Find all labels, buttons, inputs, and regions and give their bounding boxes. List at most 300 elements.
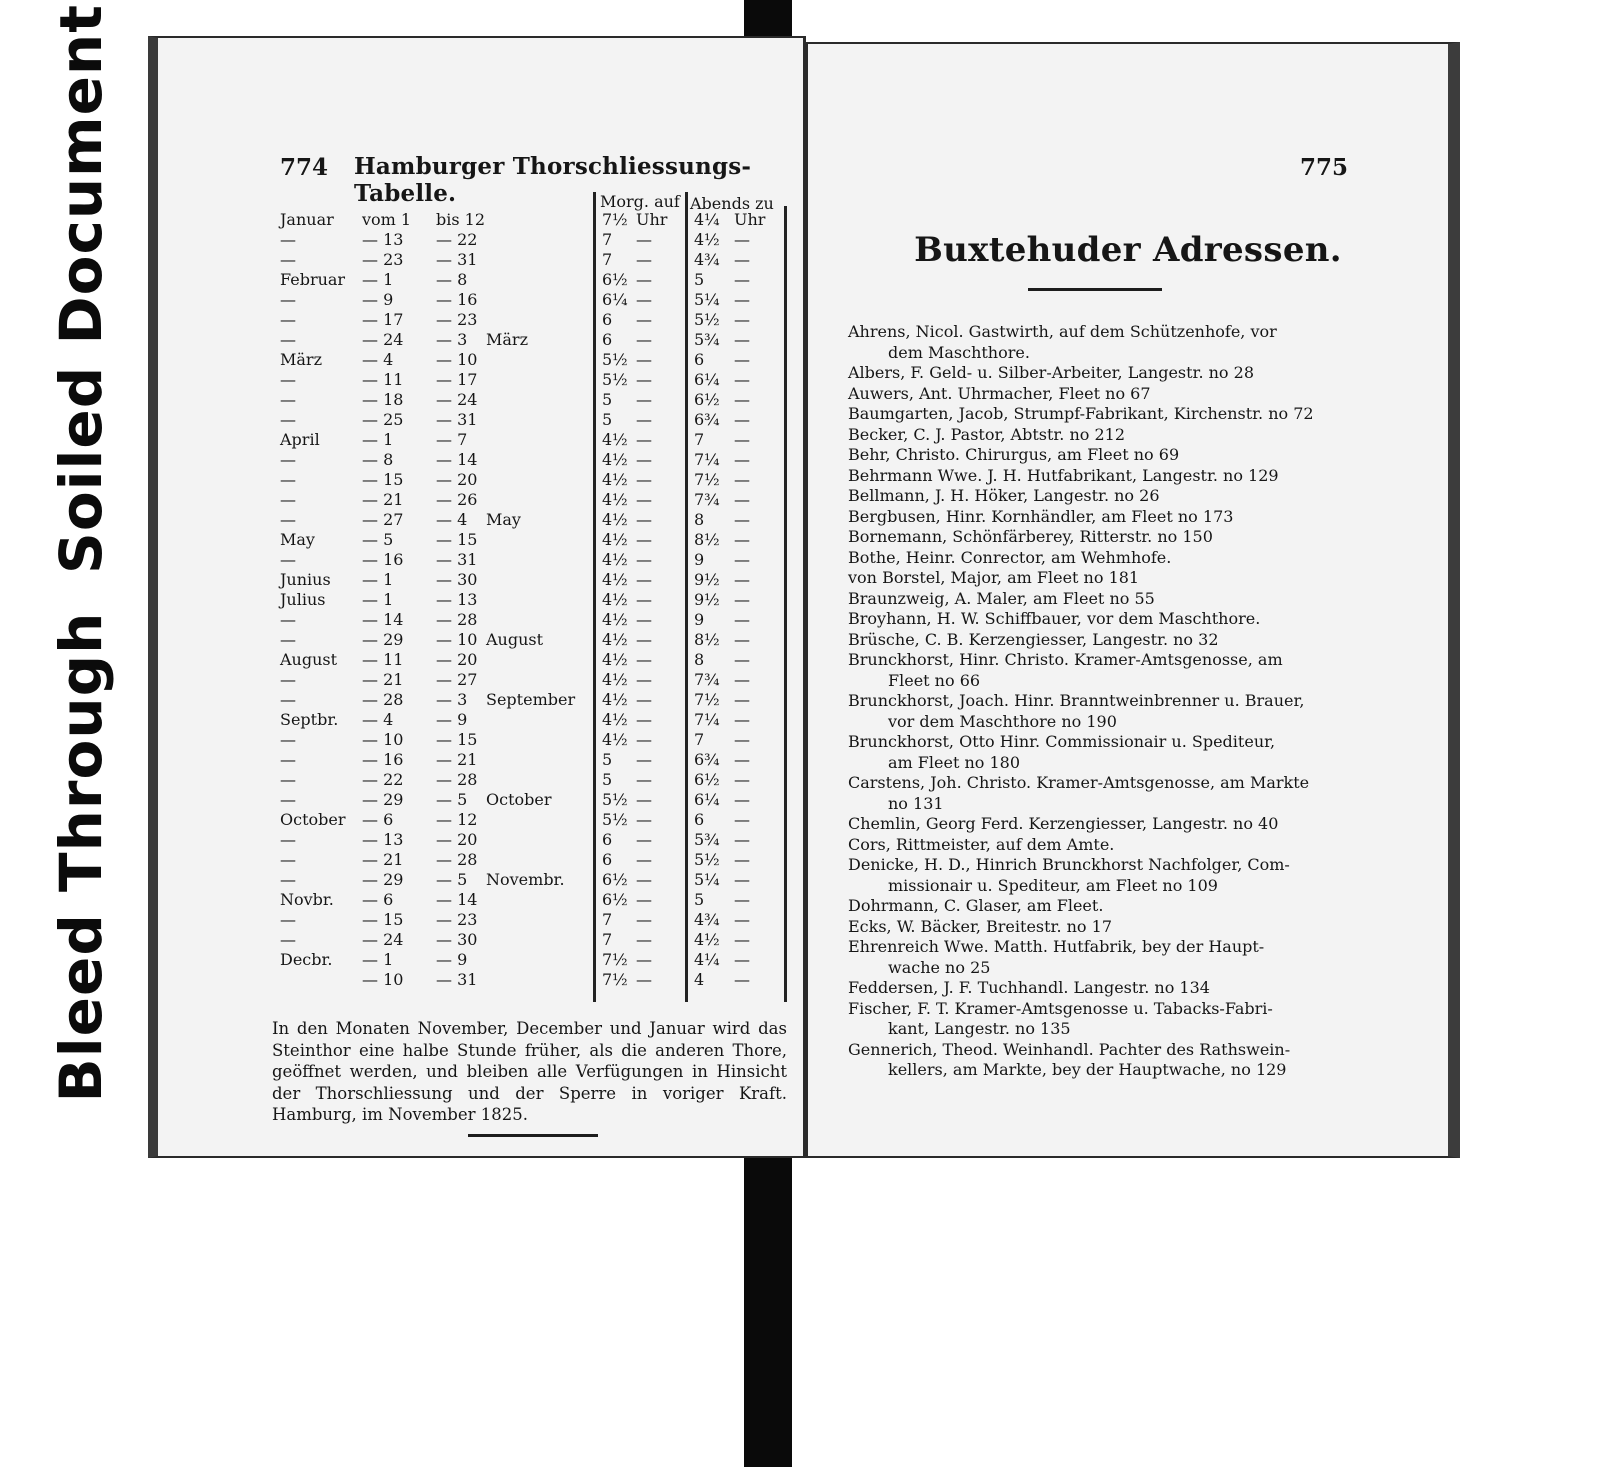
row-from: — 8 — [362, 450, 394, 469]
row-to: — 23 — [436, 910, 478, 929]
row-morning-hour: 5 — [602, 410, 613, 429]
address-entry — [848, 630, 1358, 651]
row-morning-uhr: — — [636, 430, 652, 449]
row-morning-hour: 7½ — [602, 970, 628, 989]
row-from: — 15 — [362, 910, 404, 929]
row-evening-hour: 9 — [694, 610, 705, 629]
row-morning-hour: 4½ — [602, 550, 628, 569]
row-to: — 31 — [436, 250, 478, 269]
row-evening-hour: 8 — [694, 510, 705, 529]
row-to: — 28 — [436, 770, 478, 789]
row-evening-uhr: — — [734, 810, 750, 829]
row-morning-uhr: — — [636, 830, 652, 849]
row-morning-uhr: — — [636, 790, 652, 809]
row-evening-uhr: — — [734, 470, 750, 489]
address-line: Brunckhorst, Joach. Hinr. Branntweinbrenner u. Brauer, — [848, 691, 1305, 710]
row-month: April — [280, 430, 320, 449]
row-from: — 11 — [362, 370, 404, 389]
row-to: — 31 — [436, 550, 478, 569]
row-evening-uhr: — — [734, 290, 750, 309]
row-to: — 26 — [436, 490, 478, 509]
column-rule-mid — [685, 192, 688, 1002]
row-morning-hour: 4½ — [602, 590, 628, 609]
address-continuation: kellers, am Markte, bey der Hauptwache, no 129 — [888, 1060, 1287, 1079]
column-rule-left — [593, 192, 596, 1002]
row-evening-uhr: — — [734, 390, 750, 409]
row-morning-uhr: — — [636, 730, 652, 749]
row-evening-uhr: — — [734, 490, 750, 509]
row-to: — 24 — [436, 390, 478, 409]
row-morning-hour: 5½ — [602, 350, 628, 369]
address-entry — [848, 527, 1358, 548]
row-evening-hour: 5 — [694, 890, 705, 909]
note-underline — [468, 1134, 598, 1137]
row-from: — 4 — [362, 710, 394, 729]
address-line: Baumgarten, Jacob, Strumpf-Fabrikant, Kirchenstr. no 72 — [848, 404, 1314, 423]
row-from: — 1 — [362, 570, 394, 589]
row-morning-uhr: — — [636, 250, 652, 269]
row-evening-hour: 7¾ — [694, 490, 720, 509]
address-line: Denicke, H. D., Hinrich Brunckhorst Nachfolger, Com- — [848, 855, 1290, 874]
row-evening-hour: 5 — [694, 270, 705, 289]
row-month: — — [280, 870, 296, 889]
row-to-month: März — [486, 330, 528, 349]
address-line: Feddersen, J. F. Tuchhandl. Langestr. no 134 — [848, 978, 1210, 997]
row-evening-uhr: — — [734, 930, 750, 949]
right-page-number: 775 — [1300, 154, 1349, 181]
row-morning-uhr: — — [636, 710, 652, 729]
row-to: — 15 — [436, 730, 478, 749]
row-to-month: October — [486, 790, 552, 809]
row-evening-uhr: — — [734, 970, 750, 989]
row-evening-hour: 7¾ — [694, 670, 720, 689]
row-evening-uhr: — — [734, 750, 750, 769]
row-evening-uhr: — — [734, 330, 750, 349]
row-morning-hour: 7 — [602, 230, 613, 249]
row-month: May — [280, 530, 315, 549]
row-evening-uhr: — — [734, 630, 750, 649]
row-month: — — [280, 490, 296, 509]
row-morning-hour: 6½ — [602, 890, 628, 909]
row-from: — 10 — [362, 730, 404, 749]
row-evening-uhr: — — [734, 510, 750, 529]
address-line: Bellmann, J. H. Höker, Langestr. no 26 — [848, 486, 1160, 505]
row-evening-hour: 4¼ — [694, 210, 720, 229]
address-entry — [848, 322, 1358, 363]
row-from: — 24 — [362, 930, 404, 949]
row-morning-hour: 4½ — [602, 650, 628, 669]
row-to: — 15 — [436, 530, 478, 549]
address-continuation: vor dem Maschthore no 190 — [888, 711, 1117, 731]
address-line: Ahrens, Nicol. Gastwirth, auf dem Schützenhofe, vor — [848, 322, 1277, 341]
address-continuation: wache no 25 — [888, 957, 991, 977]
address-entry — [848, 445, 1358, 466]
address-continuation: Fleet no 66 — [888, 670, 981, 690]
row-month: — — [280, 690, 296, 709]
row-morning-uhr: — — [636, 470, 652, 489]
row-to: — 20 — [436, 830, 478, 849]
row-morning-hour: 4½ — [602, 570, 628, 589]
row-evening-hour: 4¾ — [694, 250, 720, 269]
row-from: — 29 — [362, 790, 404, 809]
row-from: — 13 — [362, 230, 404, 249]
column-rule-right — [784, 206, 787, 1002]
row-morning-uhr: — — [636, 970, 652, 989]
row-morning-uhr: — — [636, 670, 652, 689]
row-from: — 21 — [362, 850, 404, 869]
row-from: — 5 — [362, 530, 394, 549]
row-morning-uhr: — — [636, 950, 652, 969]
row-evening-hour: 6½ — [694, 390, 720, 409]
row-evening-uhr: — — [734, 550, 750, 569]
address-continuation: am Fleet no 180 — [888, 752, 1021, 772]
address-entry — [848, 1040, 1358, 1081]
row-from: — 11 — [362, 650, 404, 669]
row-morning-hour: 6¼ — [602, 290, 628, 309]
row-from: — 28 — [362, 690, 404, 709]
row-morning-uhr: — — [636, 550, 652, 569]
address-line: von Borstel, Major, am Fleet no 181 — [848, 568, 1140, 587]
row-to: — 7 — [436, 430, 468, 449]
row-evening-uhr: — — [734, 790, 750, 809]
row-from: — 4 — [362, 350, 394, 369]
row-to: — 3 — [436, 690, 468, 709]
row-evening-uhr: — — [734, 950, 750, 969]
row-evening-uhr: — — [734, 570, 750, 589]
row-evening-uhr: — — [734, 410, 750, 429]
address-line: Bornemann, Schönfärberey, Ritterstr. no 150 — [848, 527, 1213, 546]
row-to: — 9 — [436, 710, 468, 729]
address-entry — [848, 835, 1358, 856]
row-to: — 21 — [436, 750, 478, 769]
address-line: Bergbusen, Hinr. Kornhändler, am Fleet no 173 — [848, 506, 1234, 526]
row-morning-hour: 4½ — [602, 670, 628, 689]
address-line: Gennerich, Theod. Weinhandl. Pachter des Rathswein- — [848, 1039, 1291, 1059]
row-morning-hour: 5 — [602, 770, 613, 789]
row-evening-hour: 5¼ — [694, 870, 720, 889]
row-month: — — [280, 450, 296, 469]
row-morning-uhr: Uhr — [636, 210, 668, 229]
row-morning-uhr: — — [636, 630, 652, 649]
row-morning-uhr: — — [636, 290, 652, 309]
address-line: Carstens, Joh. Christo. Kramer-Amtsgenosse, am Markte — [848, 773, 1310, 792]
row-evening-hour: 6 — [694, 810, 705, 829]
right-page-title: Buxtehuder Adressen. — [914, 230, 1342, 270]
row-from: — 10 — [362, 970, 404, 989]
row-evening-uhr: — — [734, 910, 750, 929]
row-to: — 8 — [436, 270, 468, 289]
row-from: — 17 — [362, 310, 404, 329]
row-month: — — [280, 290, 296, 309]
row-morning-uhr: — — [636, 690, 652, 709]
row-evening-uhr: Uhr — [734, 210, 766, 229]
address-line: Bothe, Heinr. Conrector, am Wehmhofe. — [848, 547, 1172, 567]
address-line: Brüsche, C. B. Kerzengiesser, Langestr. no 32 — [848, 629, 1219, 649]
row-evening-uhr: — — [734, 770, 750, 789]
row-evening-uhr: — — [734, 730, 750, 749]
row-morning-hour: 4½ — [602, 430, 628, 449]
row-to: — 28 — [436, 610, 478, 629]
address-entry — [848, 466, 1358, 487]
address-entry — [848, 425, 1358, 446]
row-morning-hour: 7½ — [602, 210, 628, 229]
address-line: Cors, Rittmeister, auf dem Amte. — [848, 834, 1115, 854]
row-month: August — [280, 650, 338, 669]
left-page — [148, 36, 806, 1158]
row-to: — 10 — [436, 350, 478, 369]
row-from: — 16 — [362, 550, 404, 569]
row-morning-hour: 6 — [602, 850, 613, 869]
row-to: — 16 — [436, 290, 478, 309]
row-evening-hour: 7¼ — [694, 450, 720, 469]
address-entry — [848, 589, 1358, 610]
address-entry — [848, 978, 1358, 999]
row-from: — 14 — [362, 610, 404, 629]
row-evening-uhr: — — [734, 890, 750, 909]
row-to: — 13 — [436, 590, 478, 609]
row-morning-uhr: — — [636, 810, 652, 829]
address-line: Auwers, Ant. Uhrmacher, Fleet no 67 — [848, 383, 1151, 403]
row-evening-hour: 5¾ — [694, 830, 720, 849]
row-to: — 4 — [436, 510, 468, 529]
row-to: — 30 — [436, 570, 478, 589]
row-morning-hour: 4½ — [602, 470, 628, 489]
bleed-through-label: Bleed Through — [20, 612, 142, 1102]
row-evening-hour: 5½ — [694, 850, 720, 869]
row-evening-uhr: — — [734, 350, 750, 369]
row-evening-uhr: — — [734, 850, 750, 869]
address-continuation: dem Maschthore. — [888, 342, 1030, 362]
row-from: — 6 — [362, 890, 394, 909]
row-evening-hour: 7½ — [694, 690, 720, 709]
row-month: — — [280, 390, 296, 409]
row-morning-hour: 6½ — [602, 870, 628, 889]
row-evening-hour: 5¾ — [694, 330, 720, 349]
address-entry — [848, 568, 1358, 589]
row-morning-uhr: — — [636, 770, 652, 789]
row-month: — — [280, 850, 296, 869]
address-line: Albers, F. Geld- u. Silber-Arbeiter, Langestr. no 28 — [848, 363, 1254, 382]
row-month: — — [280, 470, 296, 489]
address-line: Becker, C. J. Pastor, Abtstr. no 212 — [848, 424, 1126, 444]
row-month: — — [280, 370, 296, 389]
row-evening-hour: 4¼ — [694, 950, 720, 969]
row-evening-hour: 9½ — [694, 570, 720, 589]
row-evening-hour: 8½ — [694, 630, 720, 649]
address-line: Behr, Christo. Chirurgus, am Fleet no 69 — [848, 445, 1180, 464]
row-from: vom 1 — [362, 210, 412, 229]
row-from: — 27 — [362, 510, 404, 529]
row-evening-hour: 6¼ — [694, 370, 720, 389]
row-evening-uhr: — — [734, 530, 750, 549]
row-morning-hour: 5½ — [602, 810, 628, 829]
row-evening-hour: 9½ — [694, 590, 720, 609]
address-line: Behrmann Wwe. J. H. Hutfabrikant, Langestr. no 129 — [848, 465, 1279, 485]
row-morning-hour: 6½ — [602, 270, 628, 289]
row-evening-uhr: — — [734, 590, 750, 609]
row-evening-uhr: — — [734, 310, 750, 329]
row-month: — — [280, 910, 296, 929]
row-morning-hour: 4½ — [602, 690, 628, 709]
row-to: — 20 — [436, 650, 478, 669]
row-from: — 1 — [362, 590, 394, 609]
row-morning-hour: 4½ — [602, 450, 628, 469]
row-to: — 17 — [436, 370, 478, 389]
row-evening-uhr: — — [734, 250, 750, 269]
row-morning-uhr: — — [636, 750, 652, 769]
row-to-month: Novembr. — [486, 870, 565, 889]
row-from: — 1 — [362, 430, 394, 449]
row-morning-uhr: — — [636, 850, 652, 869]
address-line: Dohrmann, C. Glaser, am Fleet. — [848, 896, 1104, 915]
address-entry — [848, 814, 1358, 835]
address-line: Braunzweig, A. Maler, am Fleet no 55 — [848, 588, 1155, 608]
row-to: — 22 — [436, 230, 478, 249]
row-to: — 20 — [436, 470, 478, 489]
row-month: Junius — [280, 570, 331, 589]
row-month: Februar — [280, 270, 346, 289]
row-evening-hour: 4¾ — [694, 910, 720, 929]
row-morning-hour: 7 — [602, 250, 613, 269]
row-month: — — [280, 510, 296, 529]
address-entry — [848, 896, 1358, 917]
title-underline — [1028, 288, 1162, 291]
row-to: — 10 — [436, 630, 478, 649]
row-from: — 29 — [362, 630, 404, 649]
row-from: — 18 — [362, 390, 404, 409]
address-line: Brunckhorst, Otto Hinr. Commissionair u. Spediteur, — [848, 732, 1276, 751]
row-to-month: August — [486, 630, 544, 649]
row-month: — — [280, 330, 296, 349]
row-to: — 14 — [436, 450, 478, 469]
soiled-document-label: Soiled Document — [20, 14, 142, 564]
row-evening-uhr: — — [734, 450, 750, 469]
row-morning-uhr: — — [636, 870, 652, 889]
row-to: bis 12 — [436, 210, 486, 229]
row-morning-uhr: — — [636, 270, 652, 289]
row-from: — 29 — [362, 870, 404, 889]
row-from: — 25 — [362, 410, 404, 429]
row-from: — 16 — [362, 750, 404, 769]
row-month: — — [280, 410, 296, 429]
row-evening-hour: 9 — [694, 550, 705, 569]
address-entry — [848, 507, 1358, 528]
row-evening-hour: 7¼ — [694, 710, 720, 729]
row-from: — 9 — [362, 290, 394, 309]
row-morning-uhr: — — [636, 610, 652, 629]
row-evening-hour: 6½ — [694, 770, 720, 789]
row-to: — 23 — [436, 310, 478, 329]
row-to: — 31 — [436, 410, 478, 429]
row-morning-uhr: — — [636, 330, 652, 349]
row-morning-hour: 5 — [602, 750, 613, 769]
row-to: — 30 — [436, 930, 478, 949]
row-morning-hour: 6 — [602, 830, 613, 849]
row-morning-hour: 7 — [602, 910, 613, 929]
address-line: Fischer, F. T. Kramer-Amtsgenosse u. Tabacks-Fabri- — [848, 998, 1273, 1018]
row-evening-hour: 8 — [694, 650, 705, 669]
row-from: — 1 — [362, 270, 394, 289]
row-morning-uhr: — — [636, 450, 652, 469]
row-morning-uhr: — — [636, 570, 652, 589]
address-entry — [848, 691, 1358, 732]
row-month: — — [280, 790, 296, 809]
row-to: — 27 — [436, 670, 478, 689]
row-from: — 6 — [362, 810, 394, 829]
row-morning-uhr: — — [636, 410, 652, 429]
row-month: Decbr. — [280, 950, 333, 969]
row-morning-hour: 6 — [602, 330, 613, 349]
row-morning-hour: 4½ — [602, 610, 628, 629]
row-morning-uhr: — — [636, 910, 652, 929]
row-to-month: May — [486, 510, 521, 529]
evening-header: Abends zu — [690, 194, 774, 213]
address-line: Broyhann, H. W. Schiffbauer, vor dem Maschthore. — [848, 609, 1261, 628]
address-continuation: kant, Langestr. no 135 — [888, 1019, 1071, 1038]
row-morning-uhr: — — [636, 230, 652, 249]
row-from: — 15 — [362, 470, 404, 489]
row-to: — 12 — [436, 810, 478, 829]
row-morning-uhr: — — [636, 930, 652, 949]
row-morning-uhr: — — [636, 590, 652, 609]
row-morning-uhr: — — [636, 530, 652, 549]
row-evening-hour: 6 — [694, 350, 705, 369]
morning-header: Morg. auf — [600, 192, 680, 211]
row-morning-hour: 4½ — [602, 630, 628, 649]
row-evening-hour: 6¾ — [694, 750, 720, 769]
right-page — [806, 42, 1460, 1158]
row-morning-hour: 5 — [602, 390, 613, 409]
row-morning-hour: 7 — [602, 930, 613, 949]
row-from: — 21 — [362, 670, 404, 689]
row-month: Novbr. — [280, 890, 334, 909]
address-entry — [848, 937, 1358, 978]
row-morning-hour: 5½ — [602, 790, 628, 809]
row-to: — 14 — [436, 890, 478, 909]
row-morning-uhr: — — [636, 310, 652, 329]
row-evening-hour: 5¼ — [694, 290, 720, 309]
row-month: Julius — [280, 590, 326, 609]
row-morning-uhr: — — [636, 890, 652, 909]
row-morning-uhr: — — [636, 650, 652, 669]
row-month: — — [280, 630, 296, 649]
row-morning-hour: 4½ — [602, 730, 628, 749]
address-entry — [848, 486, 1358, 507]
left-page-number: 774 — [280, 154, 329, 181]
address-entry — [848, 999, 1358, 1040]
row-to: — 9 — [436, 950, 468, 969]
row-from: — 13 — [362, 830, 404, 849]
row-morning-hour: 4½ — [602, 510, 628, 529]
row-to: — 5 — [436, 870, 468, 889]
row-month: Januar — [280, 210, 334, 229]
row-from: — 22 — [362, 770, 404, 789]
address-line: Chemlin, Georg Ferd. Kerzengiesser, Langestr. no 40 — [848, 814, 1279, 833]
row-evening-hour: 7 — [694, 730, 705, 749]
row-from: — 1 — [362, 950, 394, 969]
row-evening-uhr: — — [734, 650, 750, 669]
row-evening-uhr: — — [734, 690, 750, 709]
address-entry — [848, 773, 1358, 814]
row-month: — — [280, 610, 296, 629]
row-morning-uhr: — — [636, 390, 652, 409]
row-morning-hour: 6 — [602, 310, 613, 329]
address-line: Brunckhorst, Hinr. Christo. Kramer-Amtsgenosse, am — [848, 650, 1283, 669]
row-month: — — [280, 310, 296, 329]
spine-bar-bottom — [744, 1158, 792, 1467]
row-from: — 24 — [362, 330, 404, 349]
row-evening-hour: 4½ — [694, 230, 720, 249]
